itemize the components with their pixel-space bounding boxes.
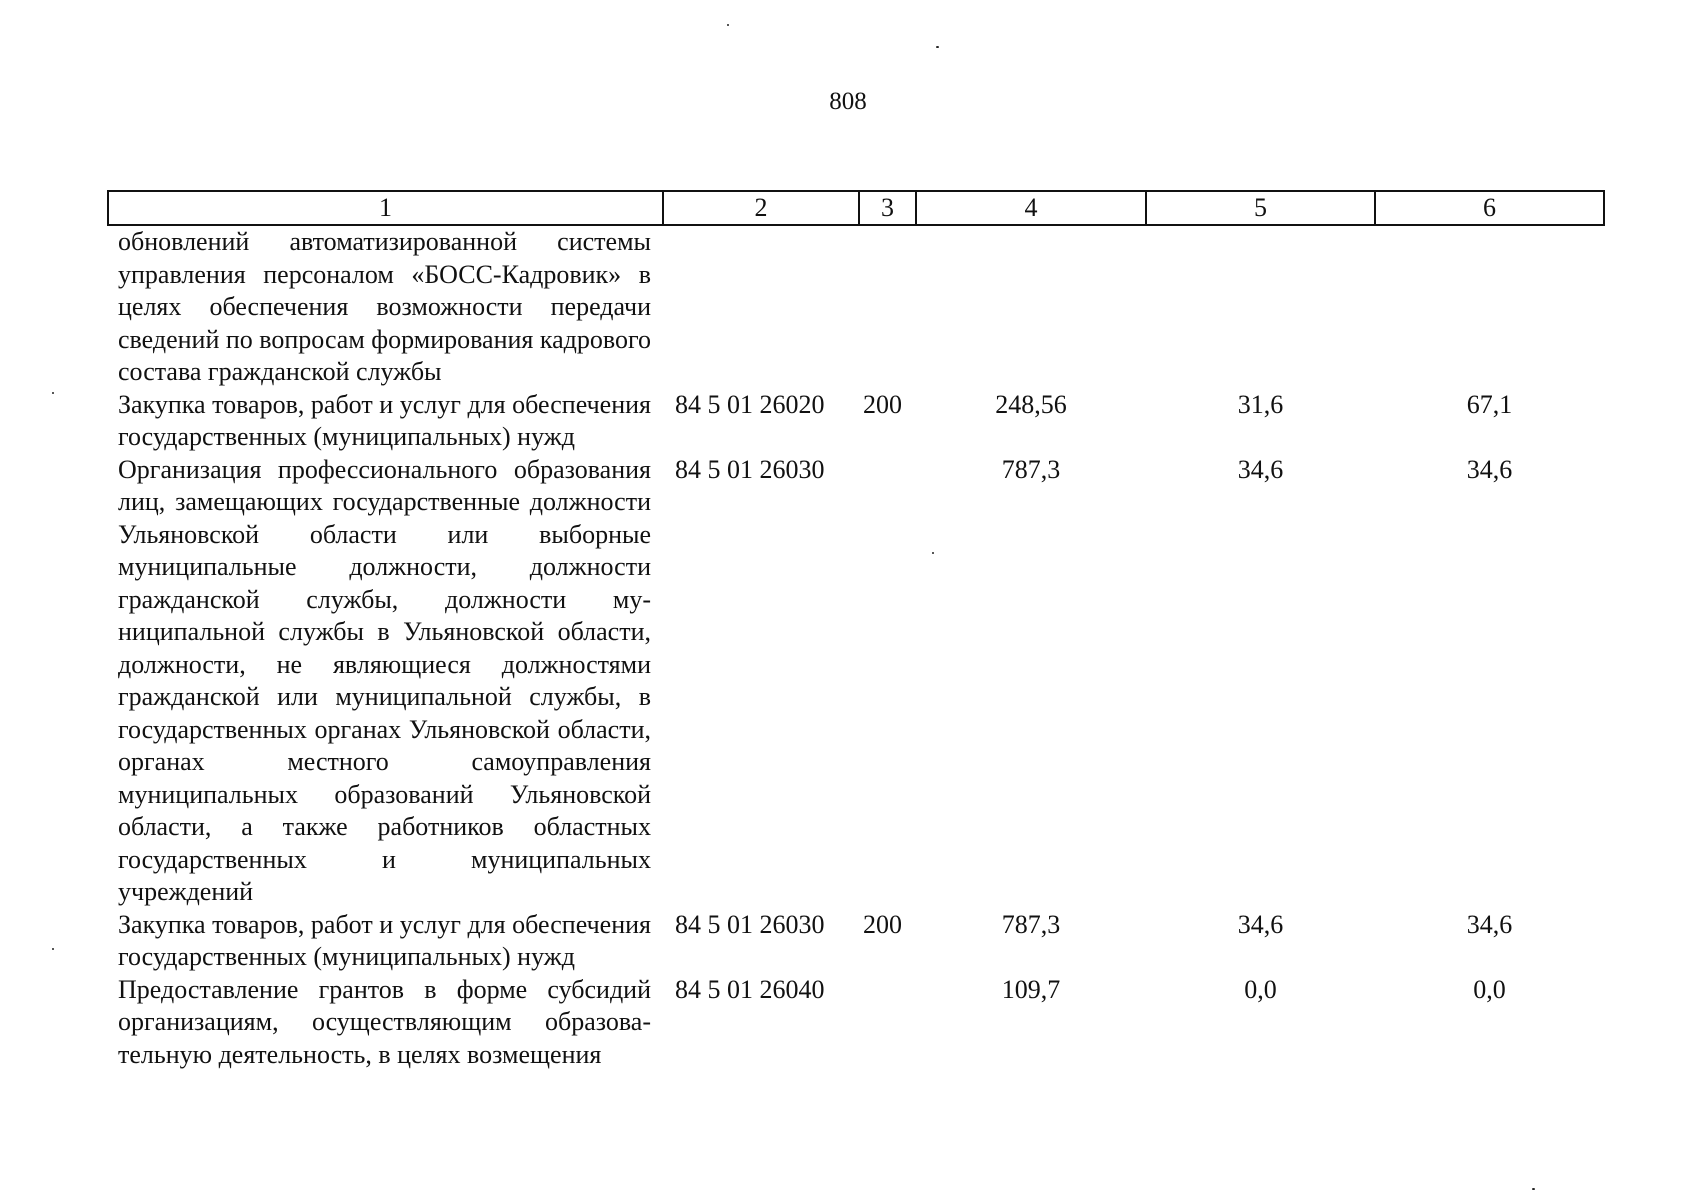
row-value-4: 787,3 <box>1001 454 1061 484</box>
row-name: Закупка товаров, работ и услуг для обеспечения государственных (муниципальных) нужд <box>118 909 651 971</box>
table-row <box>108 909 1604 974</box>
budget-table <box>107 190 1605 1071</box>
row-value-4 <box>916 225 1146 389</box>
row-value-5: 31,6 <box>1237 389 1284 419</box>
header-col-1: 1 <box>108 191 663 225</box>
row-type: 200 <box>863 909 902 939</box>
row-value-4: 109,7 <box>1001 974 1061 1004</box>
row-value-5: 34,6 <box>1237 909 1284 939</box>
row-name: обновлений автоматизированной системы управления персоналом «БОСС-Кадровик» в целях обеспечения возможности передачи сведений по вопросам формирования кадрового состава гражданской службы <box>118 227 651 386</box>
row-type: 200 <box>863 389 902 419</box>
header-row <box>108 191 1604 225</box>
row-code <box>663 225 859 389</box>
row-code: 84 5 01 26030 <box>675 909 825 939</box>
row-value-6: 34,6 <box>1466 909 1513 939</box>
table-row <box>108 454 1604 909</box>
header-col-2: 2 <box>663 191 859 225</box>
row-value-5: 34,6 <box>1237 454 1284 484</box>
row-value-5: 0,0 <box>1244 974 1277 1004</box>
table-header <box>108 191 1604 225</box>
row-value-4: 787,3 <box>1001 909 1061 939</box>
row-code: 84 5 01 26020 <box>675 389 825 419</box>
table-body <box>108 225 1604 1071</box>
scan-speck <box>936 46 939 48</box>
page-number: 808 <box>829 88 867 115</box>
row-type <box>859 225 916 389</box>
header-col-4: 4 <box>916 191 1146 225</box>
row-name: Предоставление грантов в форме субсидий организациям, осуществляющим образовательную деятельность, в целях возмещения <box>118 974 651 1069</box>
scan-speck <box>1532 1188 1535 1190</box>
row-value-6: 67,1 <box>1466 389 1513 419</box>
header-col-5: 5 <box>1146 191 1375 225</box>
row-value-6: 34,6 <box>1466 454 1513 484</box>
row-type <box>859 454 916 909</box>
row-code: 84 5 01 26040 <box>675 974 825 1004</box>
row-value-6: 0,0 <box>1473 974 1506 1004</box>
row-value-6 <box>1375 225 1604 389</box>
row-value-4: 248,56 <box>995 389 1067 419</box>
header-col-6: 6 <box>1375 191 1604 225</box>
header-col-3: 3 <box>859 191 916 225</box>
table-row <box>108 974 1604 1072</box>
row-code: 84 5 01 26030 <box>675 454 825 484</box>
row-value-5 <box>1146 225 1375 389</box>
scan-speck <box>932 552 934 554</box>
table-row <box>108 389 1604 454</box>
row-name: Закупка товаров, работ и услуг для обеспечения государственных (муниципальных) нужд <box>118 389 651 451</box>
scan-speck <box>52 948 54 950</box>
scan-speck <box>727 24 729 26</box>
row-name: Организация профессионального образования лиц, замещающих государственные должности Ульяновской области или выборные муниципальные должности, должности гражданской службы, должности муниципальной службы в Ульяновской области, должности, не являющиеся должностями гражданской или муниципальной службы, в государственных органах Ульяновской области, органах местного самоуправления муниципальных образований Ульяновской области, а также работников областных государственных и муниципальных учреждений <box>118 454 651 906</box>
table-row <box>108 225 1604 389</box>
scan-speck <box>52 392 54 394</box>
row-type <box>859 974 916 1072</box>
